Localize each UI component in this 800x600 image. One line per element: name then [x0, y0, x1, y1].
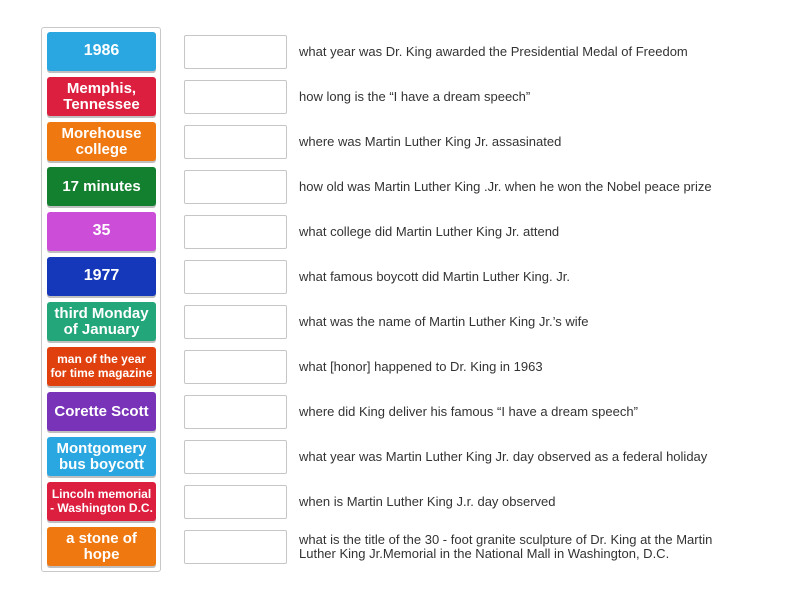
answer-tile[interactable]: 1977: [47, 257, 156, 296]
answer-drop-slot[interactable]: [184, 530, 287, 564]
question-text: what year was Dr. King awarded the Presidential Medal of Freedom: [299, 43, 688, 59]
answer-tile[interactable]: third Monday of January: [47, 302, 156, 341]
answer-drop-slot[interactable]: [184, 440, 287, 474]
answer-drop-slot[interactable]: [184, 305, 287, 339]
question-text: what famous boycott did Martin Luther King. Jr.: [299, 268, 570, 284]
question-text: what was the name of Martin Luther King Jr.’s wife: [299, 313, 589, 329]
question-text: how old was Martin Luther King .Jr. when he won the Nobel peace prize: [299, 178, 712, 194]
answer-drop-slot[interactable]: [184, 350, 287, 384]
answer-drop-slot[interactable]: [184, 170, 287, 204]
answer-tile[interactable]: 17 minutes: [47, 167, 156, 206]
question-text: when is Martin Luther King J.r. day observed: [299, 493, 556, 509]
question-text: what year was Martin Luther King Jr. day observed as a federal holiday: [299, 448, 708, 464]
question-text: what [honor] happened to Dr. King in 1963: [299, 358, 543, 374]
answer-tile[interactable]: 35: [47, 212, 156, 251]
answer-drop-slot[interactable]: [184, 125, 287, 159]
question-text: what college did Martin Luther King Jr. attend: [299, 223, 560, 239]
answer-tile[interactable]: Memphis, Tennessee: [47, 77, 156, 116]
answer-tile[interactable]: Montgomery bus boycott: [47, 437, 156, 476]
question-text: how long is the “I have a dream speech”: [299, 88, 531, 104]
answer-tile[interactable]: Corette Scott: [47, 392, 156, 431]
answer-drop-slot[interactable]: [184, 485, 287, 519]
answer-drop-slot[interactable]: [184, 35, 287, 69]
answer-drop-slot[interactable]: [184, 215, 287, 249]
question-text: where did King deliver his famous “I have a dream speech”: [299, 403, 638, 419]
answer-tile[interactable]: a stone of hope: [47, 527, 156, 566]
answer-drop-slot[interactable]: [184, 80, 287, 114]
answer-tile[interactable]: 1986: [47, 32, 156, 71]
answer-drop-slot[interactable]: [184, 260, 287, 294]
answer-tile[interactable]: Lincoln memorial - Washington D.C.: [47, 482, 156, 521]
question-text: where was Martin Luther King Jr. assasinated: [299, 133, 562, 149]
answer-tile[interactable]: man of the year for time magazine: [47, 347, 156, 386]
question-text: what is the title of the 30 - foot granite sculpture of Dr. King at the Martin Luther King Jr.Memorial in the National Mall in Washington, D.C.: [299, 531, 713, 561]
answer-tile[interactable]: Morehouse college: [47, 122, 156, 161]
answer-drop-slot[interactable]: [184, 395, 287, 429]
